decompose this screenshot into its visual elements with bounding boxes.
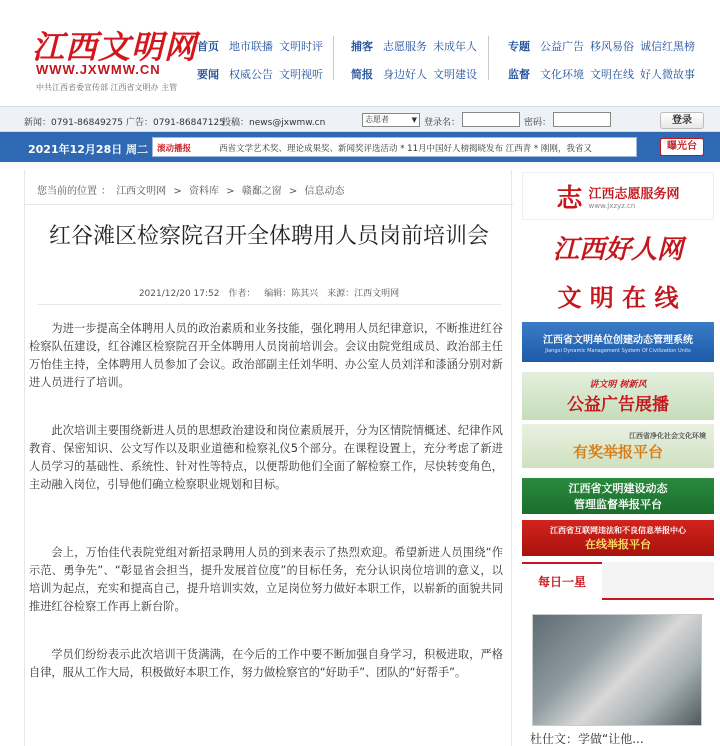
supervision-report-banner[interactable]: [522, 478, 714, 514]
article-paragraph: 会上，万怡佳代表院党组对新招录聘用人员的到来表示了热烈欢迎。希望新进人员围绕“作示范、勇争先”、“彰显省会担当，提升发展首位度”的目标任务，充分认识岗位培训的意义，以培训为起点，充实和提高自己，提升培训实效，立足岗位努力做好本职工作，以崭新的面貌共同推进红谷检察工作再上新台阶。: [29, 546, 503, 613]
article-editor: 编辑：陈其兴: [264, 289, 319, 299]
breadcrumb-link[interactable]: 江西文明网: [116, 186, 167, 197]
site-header: [0, 0, 720, 106]
breadcrumb-colon: ：: [101, 186, 111, 197]
internet-report-banner[interactable]: [522, 520, 714, 556]
nav-link[interactable]: 文化环境: [540, 68, 584, 81]
login-button[interactable]: 登录: [660, 112, 704, 129]
article-title: 红谷滩区检察院召开全体聘用人员岗前培训会: [48, 224, 489, 249]
select-value: 志愿者: [365, 115, 389, 124]
breadcrumb: [37, 182, 348, 197]
nav-link-news[interactable]: 要闻: [197, 68, 219, 81]
daily-star-header: [522, 562, 714, 600]
nav-row: [351, 32, 483, 60]
nav-group-3: [508, 32, 701, 88]
volunteer-service-banner[interactable]: [522, 172, 714, 220]
nav-link[interactable]: 移风易俗: [590, 40, 634, 53]
banner-sub: 江西省净化社会文化环境: [629, 431, 706, 440]
nav-link[interactable]: 好人微故事: [640, 68, 695, 81]
public-service-ad-banner[interactable]: [522, 372, 714, 420]
banner-title: 江西省文明建设动态: [568, 482, 668, 495]
banner-sub: 在线举报平台: [585, 537, 651, 551]
nav-link[interactable]: 志愿服务: [383, 40, 427, 53]
breadcrumb-prefix: 您当前的位置: [37, 186, 97, 197]
civilization-online-banner[interactable]: [522, 274, 714, 316]
password-label: 密码：: [524, 118, 552, 128]
ticker-text[interactable]: 西省文学艺术奖、理论成果奖、新闻奖评选活动 * 11月中国好人榜揭晓发布 江西青 * 刚刚，我省又: [219, 144, 592, 154]
nav-row: [197, 32, 329, 60]
nav-link[interactable]: 文明建设: [433, 68, 477, 81]
report-platform-banner[interactable]: [522, 424, 714, 468]
nav-link-supervise[interactable]: 监督: [508, 68, 530, 81]
tab-daily-star[interactable]: 每日一星: [522, 562, 602, 600]
article-meta: [25, 286, 513, 299]
nav-link-topic[interactable]: 专题: [508, 40, 530, 53]
daily-star-caption[interactable]: 杜仕文：学做“让他...: [530, 732, 644, 746]
nav-link[interactable]: 权威公告: [229, 68, 273, 81]
breadcrumb-link[interactable]: 信息动态: [304, 186, 345, 197]
nav-group-1: [197, 32, 329, 88]
nav-link[interactable]: 身边好人: [383, 68, 427, 81]
ad-phone: 广告：0791-86847125: [126, 118, 225, 128]
article-paragraph: 学员们纷纷表示此次培训干货满满，在今后的工作中要不断加强自身学习，积极进取，严格自律，服从工作大局，积极做好本职工作，努力做检察官的“好助手”、团队的“好帮手”。: [29, 648, 503, 679]
article-paragraph: 为进一步提高全体聘用人员的政治素质和业务技能，强化聘用人员纪律意识，不断推进红谷检察队伍建设，红谷滩区检察院召开全体聘用人员岗前培训会。会议由院党组成员、政治部主任万怡佳主持，全体聘用人员参加了会议。政治部副主任刘华明、办公室人员刘洋和漆涵分别对新进人员进行了培训。: [29, 322, 503, 389]
news-ticker[interactable]: [152, 137, 637, 157]
article-source: 来源：江西文明网: [327, 289, 400, 299]
banner-sub: Jiangxi Dynamic Management System Of Civilization Units: [545, 347, 691, 354]
site-logo[interactable]: 江西文明网: [32, 28, 198, 66]
article-panel: [24, 170, 512, 746]
banner-sub: 讲文明 树新风: [589, 380, 647, 390]
article-paragraph: 此次培训主要围绕新进人员的思想政治建设和岗位素质展开，分为区情院情概述、纪律作风教育、保密知识、公文写作以及职业道德和检察礼仪5个部分。在课程设置上，充分考虑了新进人员学习的基础性、系统性、针对性等特点，以便帮助他们全面了解检察工作，尽快转变角色，主动融入岗位，引导他们确立检察职业规划和目标。: [29, 424, 503, 491]
banner-text: [589, 183, 680, 210]
daily-star-photo[interactable]: [532, 614, 702, 726]
civilized-units-system-banner[interactable]: [522, 322, 714, 362]
jiangxi-good-people-banner[interactable]: [522, 224, 714, 270]
nav-divider: [488, 36, 489, 80]
article-author: 作者：: [228, 289, 256, 299]
divider: [25, 204, 513, 205]
banner-sub: 管理监督举报平台: [574, 498, 662, 511]
banner-title: 有奖举报平台: [572, 442, 663, 461]
banner-title: 江西省文明单位创建动态管理系统: [543, 334, 693, 346]
banner-sub: www.jxzyz.cn: [588, 201, 636, 210]
banner-title: 江西省互联网违法和不良信息举报中心: [550, 525, 686, 535]
password-input[interactable]: [553, 112, 611, 127]
breadcrumb-separator: >: [288, 186, 298, 197]
current-date: 2021年12月28日 周二: [28, 143, 149, 156]
user-type-select[interactable]: [362, 113, 420, 127]
banner-title: 江西志愿服务网: [588, 186, 680, 202]
nav-group-2: [351, 32, 483, 88]
banner-title: 文 明 在 线: [557, 283, 679, 312]
ticker-label: 滚动播报: [157, 144, 192, 154]
article-date: 2021/12/20 17:52: [138, 289, 220, 299]
nav-link[interactable]: 文明在线: [590, 68, 634, 81]
site-url: WWW.JXWMW.CN: [36, 62, 161, 77]
chevron-down-icon: ▼: [411, 116, 417, 124]
nav-divider: [333, 36, 334, 80]
date-ticker-bar: [0, 132, 720, 162]
nav-row: [351, 60, 483, 88]
nav-row: [508, 32, 701, 60]
login-name-input[interactable]: [462, 112, 520, 127]
site-sponsor: 中共江西省委宣传部 江西省文明办 主管: [36, 83, 178, 92]
login-name-label: 登录名：: [424, 118, 461, 128]
divider: [37, 304, 501, 305]
breadcrumb-link[interactable]: 赣鄱之窗: [241, 186, 282, 197]
exposure-button[interactable]: 曝光台: [660, 138, 704, 156]
nav-row: [508, 60, 701, 88]
banner-title: 公益广告展播: [567, 395, 669, 415]
nav-link[interactable]: 文明视听: [279, 68, 323, 81]
submission-email: 投稿：news@jxwmw.cn: [222, 118, 326, 128]
breadcrumb-link[interactable]: 资料库: [188, 186, 219, 197]
nav-link[interactable]: 公益广告: [540, 40, 584, 53]
nav-link-blog[interactable]: 捕客: [351, 40, 373, 53]
volunteer-logo-icon: 志: [556, 183, 583, 214]
contact-login-bar: [0, 106, 720, 132]
nav-link[interactable]: 诚信红黑榜: [640, 40, 695, 53]
nav-link[interactable]: 地市联播: [229, 40, 273, 53]
breadcrumb-separator: >: [173, 186, 182, 197]
news-phone: 新闻：0791-86849275: [24, 118, 123, 128]
nav-link[interactable]: 未成年人: [433, 40, 477, 53]
banner-title: 江西好人网: [552, 234, 683, 265]
nav-link-brief[interactable]: 简报: [351, 68, 373, 81]
nav-row: [197, 60, 329, 88]
nav-link[interactable]: 文明时评: [279, 40, 323, 53]
breadcrumb-separator: >: [226, 186, 235, 197]
nav-link-home[interactable]: 首页: [197, 40, 219, 53]
